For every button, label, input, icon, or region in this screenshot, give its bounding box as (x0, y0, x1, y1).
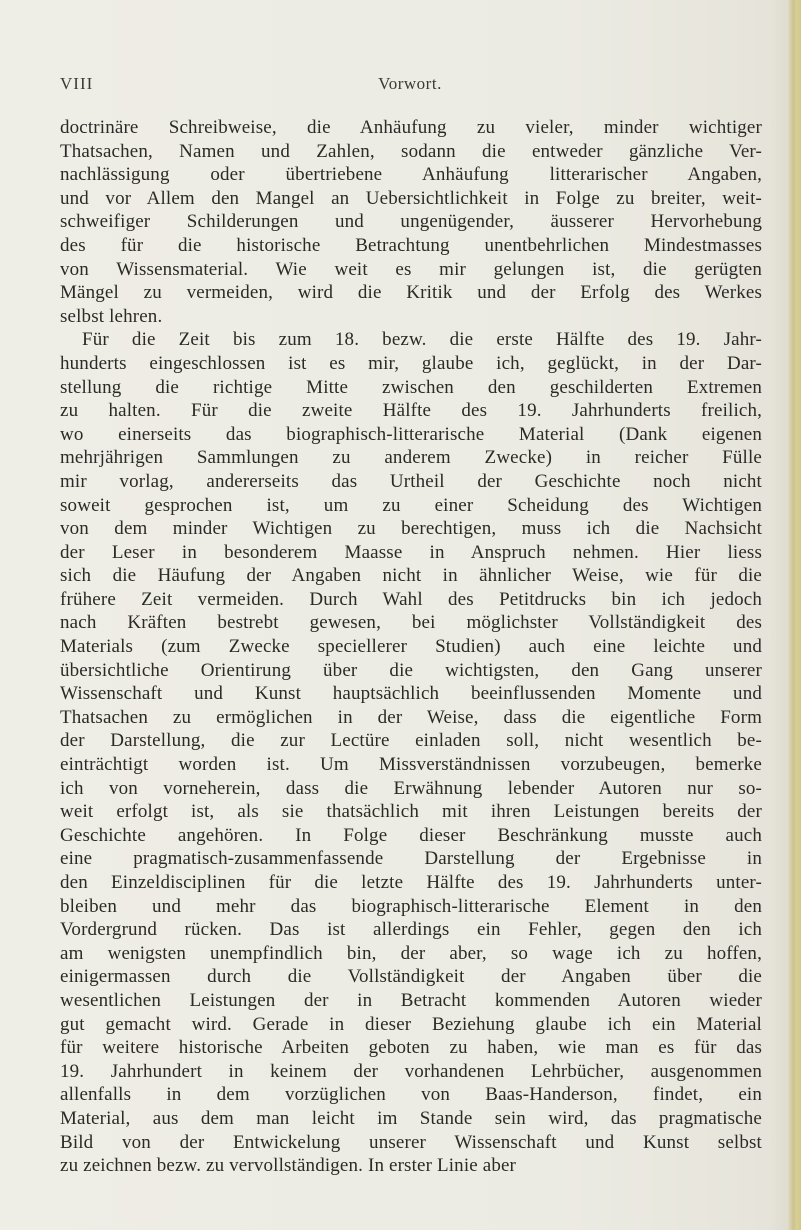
text-line: soweit gesprochen ist, um zu einer Scheidung des Wichtigen (60, 494, 762, 516)
running-head: Vorwort. (378, 74, 442, 93)
text-line: hunderts eingeschlossen ist es mir, glaube ich, geglückt, in der Dar- (60, 352, 762, 374)
text-line: nach Kräften bestrebt gewesen, bei möglichster Vollständigkeit des (60, 612, 762, 634)
text-line: Wissenschaft und Kunst hauptsächlich beeinflussenden Momente und (60, 683, 762, 705)
page-number: VIII (60, 74, 94, 93)
text-line: übersichtliche Orientirung über die wichtigsten, den Gang unserer (60, 659, 762, 681)
text-line: einigermassen durch die Vollständigkeit der Angaben über die (60, 966, 762, 988)
text-line: stellung die richtige Mitte zwischen den geschilderten Extremen (60, 376, 762, 398)
text-line: eine pragmatisch-zusammenfassende Darstellung der Ergebnisse in (60, 848, 762, 870)
text-line: Thatsachen, Namen und Zahlen, sodann die entweder gänzliche Ver- (60, 140, 762, 162)
text-line: wo einerseits das biographisch-litterarische Material (Dank eigenen (60, 423, 762, 445)
text-line: Bild von der Entwickelung unserer Wissenschaft und Kunst selbst (60, 1131, 762, 1153)
text-line: frühere Zeit vermeiden. Durch Wahl des Petitdrucks bin ich jedoch (60, 588, 762, 610)
text-line: den Einzeldisciplinen für die letzte Hälfte des 19. Jahrhunderts unter- (60, 872, 762, 893)
text-line: doctrinäre Schreibweise, die Anhäufung zu vieler, minder wichtiger (60, 117, 762, 138)
text-line: Für die Zeit bis zum 18. bezw. die erste Hälfte des 19. Jahr- (82, 329, 762, 351)
text-line: und vor Allem den Mangel an Uebersichtlichkeit in Folge zu breiter, weit- (60, 187, 762, 209)
text-line: mir vorlag, andererseits das Urtheil der Geschichte noch nicht (60, 470, 762, 492)
text-line: Geschichte angehören. In Folge dieser Beschränkung musste auch (60, 824, 762, 846)
page-header (60, 74, 760, 98)
text-line: zu halten. Für die zweite Hälfte des 19. Jahrhunderts freilich, (60, 400, 762, 422)
text-line: wesentlichen Leistungen der in Betracht kommenden Autoren wieder (60, 989, 762, 1011)
text-line: 19. Jahrhundert in keinem der vorhandenen Lehrbücher, ausgenommen (60, 1060, 762, 1082)
text-line: der Darstellung, die zur Lectüre einladen soll, nicht wesentlich be- (60, 730, 762, 752)
text-line: am wenigsten unempfindlich bin, der aber, so wage ich zu hoffen, (60, 942, 762, 964)
text-line: von dem minder Wichtigen zu berechtigen, muss ich die Nachsicht (60, 518, 762, 540)
text-line: Materials (zum Zwecke speciellerer Studien) auch eine leichte und (60, 636, 762, 658)
text-line: des für die historische Betrachtung unentbehrlichen Mindestmasses (60, 234, 762, 256)
text-line: einträchtigt worden ist. Um Missverständnissen vorzubeugen, bemerke (60, 754, 762, 776)
text-line: der Leser in besonderem Maasse in Anspruch nehmen. Hier liess (60, 541, 762, 563)
text-line: von Wissensmaterial. Wie weit es mir gelungen ist, die gerügten (60, 258, 762, 280)
text-line: bleiben und mehr das biographisch-litterarische Element in den (60, 895, 762, 917)
text-line: Thatsachen zu ermöglichen in der Weise, dass die eigentliche Form (60, 706, 762, 728)
text-line: weit erfolgt ist, als sie thatsächlich mit ihren Leistungen bereits der (60, 801, 762, 823)
text-line: Vordergrund rücken. Das ist allerdings ein Fehler, gegen den ich (60, 919, 762, 941)
body-text (60, 116, 762, 1178)
text-line: gut gemacht wird. Gerade in dieser Beziehung glaube ich ein Material (60, 1013, 762, 1035)
text-line: Material, aus dem man leicht im Stande sein wird, das pragmatische (60, 1107, 762, 1129)
text-line: Mängel zu vermeiden, wird die Kritik und der Erfolg des Werkes (60, 282, 762, 304)
text-line: ich von vorneherein, dass die Erwähnung lebender Autoren nur so- (60, 777, 762, 799)
text-line: nachlässigung oder übertriebene Anhäufung litterarischer Angaben, (60, 164, 762, 186)
text-line: sich die Häufung der Angaben nicht in ähnlicher Weise, wie für die (60, 565, 762, 587)
text-line: schweifiger Schilderungen und ungenügender, äusserer Hervorhebung (60, 211, 762, 233)
text-line: für weitere historische Arbeiten geboten zu haben, wie man es für das (60, 1037, 762, 1059)
text-line: mehrjährigen Sammlungen zu anderem Zwecke) in reicher Fülle (60, 447, 762, 469)
page-edge (787, 0, 801, 1230)
text-line: zu zeichnen bezw. zu vervollständigen. In erster Linie aber (60, 1155, 517, 1177)
text-line: selbst lehren. (60, 305, 163, 327)
text-line: allenfalls in dem vorzüglichen von Baas-Handerson, findet, ein (60, 1084, 762, 1106)
